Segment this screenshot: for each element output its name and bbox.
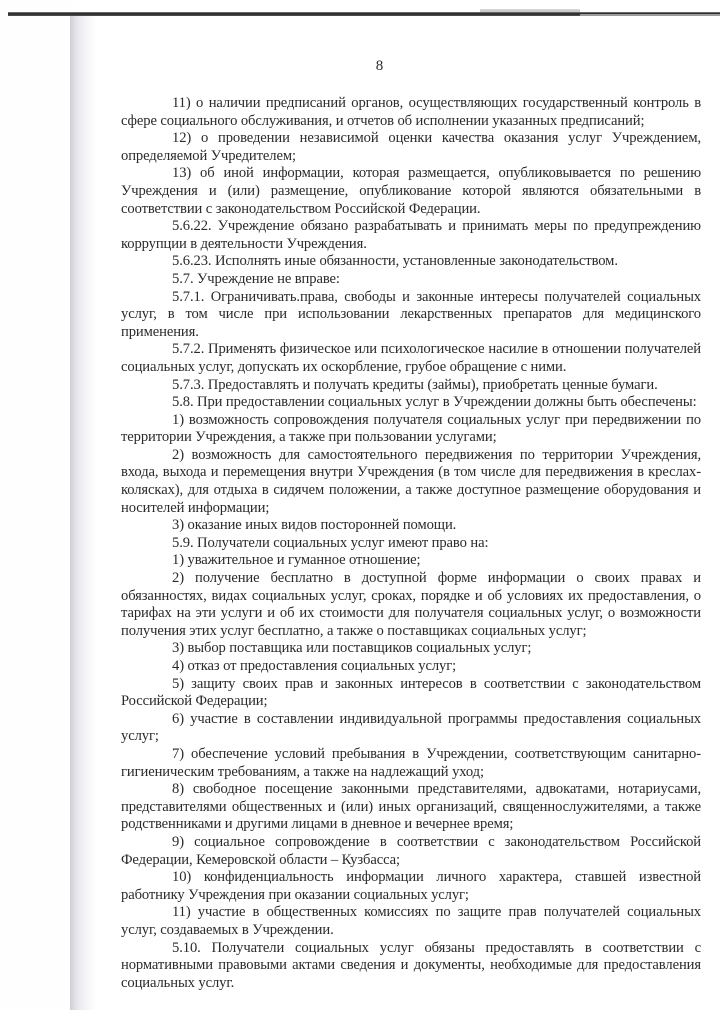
paragraph-5-9-item-4: 4) отказ от предоставления социальных услуг; [172, 658, 457, 674]
paragraph-5-9-item-10: 10) конфиденциальность информации личного характера, ставшей известной работнику Учреждения при оказании социальных услуг; [121, 869, 701, 903]
paragraph-5-10: 5.10. Получатели социальных услуг обязаны предоставлять в соответствии с нормативными правовыми актами сведения и документы, необходимые для предоставления социальных услуг. [121, 939, 701, 991]
paragraph-5-8-item-2: 2) возможность для самостоятельного передвижения по территории Учреждения, входа, выхода и перемещения внутри Учреждения (в том числе для передвижения в креслах-колясках), для отдыха в сидячем положении, а также доступное размещение оборудования и носителей информации; [121, 446, 701, 516]
paragraph-5-7-3: 5.7.3. Предоставлять и получать кредиты (займы), приобретать ценные бумаги. [172, 376, 658, 393]
paragraph-5-6-22: 5.6.22. Учреждение обязано разрабатывать и принимать меры по предупреждению коррупции в деятельности Учреждения. [121, 218, 701, 252]
document-body [121, 95, 701, 992]
top-scan-edge-right [580, 14, 720, 16]
page-edge-shadow [70, 14, 96, 1010]
paragraph-5-7: 5.7. Учреждение не вправе: [172, 270, 340, 287]
paragraph-5-6-23: 5.6.23. Исполнять иные обязанности, установленные законодательством. [172, 253, 618, 270]
page-number: 8 [375, 58, 384, 74]
paragraph-5-8-item-3: 3) оказание иных видов посторонней помощи. [172, 517, 457, 534]
paragraph-5-8-item-1: 1) возможность сопровождения получателя социальных услуг при передвижении по территории Учреждения, а также при пользовании услугами; [121, 411, 701, 446]
paragraph-5-9-item-5: 5) защиту своих прав и законных интересов в соответствии с законодательством Российской Федерации; [121, 675, 701, 710]
paragraph-item-12-quality-assessment: 12) о проведении независимой оценки качества оказания услуг Учреждением, определяемой Учредителем; [121, 130, 701, 164]
paragraph-5-9-item-11: 11) участие в общественных комиссиях по защите прав получателей социальных услуг, создаваемых в Учреждении. [121, 904, 701, 938]
scan-bottom-margin [0, 1010, 723, 1024]
paragraph-5-9-item-6: 6) участие в составлении индивидуальной программы предоставления социальных услуг; [121, 710, 701, 745]
paragraph-5-9-item-3: 3) выбор поставщика или поставщиков социальных услуг; [172, 640, 532, 657]
paragraph-5-9-item-7: 7) обеспечение условий пребывания в Учреждении, соответствующим санитарно-гигиеническим требованиям, а также на надлежащий уход; [121, 745, 701, 780]
scan-margin [0, 0, 72, 1010]
paragraph-5-8: 5.8. При предоставлении социальных услуг в Учреждении должны быть обеспечены: [172, 394, 697, 411]
paragraph-item-13-other-info: 13) об иной информации, которая размещается, опубликовывается по решению Учреждения и (или) размещение, опубликование которой являются обязательными в соответствии с законодательством Российской Федерации. [121, 165, 701, 217]
paragraph-item-11-prescriptions: 11) о наличии предписаний органов, осуществляющих государственный контроль в сфере социального обслуживания, и отчетов об исполнении указанных предписаний; [121, 95, 701, 129]
paragraph-5-9-item-9: 9) социальное сопровождение в соответствии с законодательством Российской Федерации, Кемеровской области – Кузбасса; [121, 833, 701, 868]
paragraph-5-7-1: 5.7.1. Ограничивать.права, свободы и законные интересы получателей социальных услуг, в том числе при использовании лекарственных препаратов для медицинского применения. [121, 288, 701, 340]
paragraph-5-9: 5.9. Получатели социальных услуг имеют право на: [172, 534, 489, 551]
paragraph-5-9-item-8: 8) свободное посещение законными представителями, адвокатами, нотариусами, представителями общественных и (или) иных организаций, священнослужителями, а также родственниками и другими лицами в дневное и вечернее время; [121, 781, 701, 833]
paragraph-5-9-item-2: 2) получение бесплатно в доступной форме информации о своих правах и обязанностях, видах социальных услуг, сроках, порядке и об условиях их предоставления, о тарифах на эти услуги и об их стоимости для получателя социальных услуг, о возможности получения этих услуг бесплатно, а также о поставщиках социальных услуг; [121, 570, 701, 639]
paragraph-5-7-2: 5.7.2. Применять физическое или психологическое насилие в отношении получателей социальных услуг, допускать их оскорбление, грубое обращение с ними. [121, 341, 701, 375]
paragraph-5-9-item-1: 1) уважительное и гуманное отношение; [172, 552, 421, 569]
